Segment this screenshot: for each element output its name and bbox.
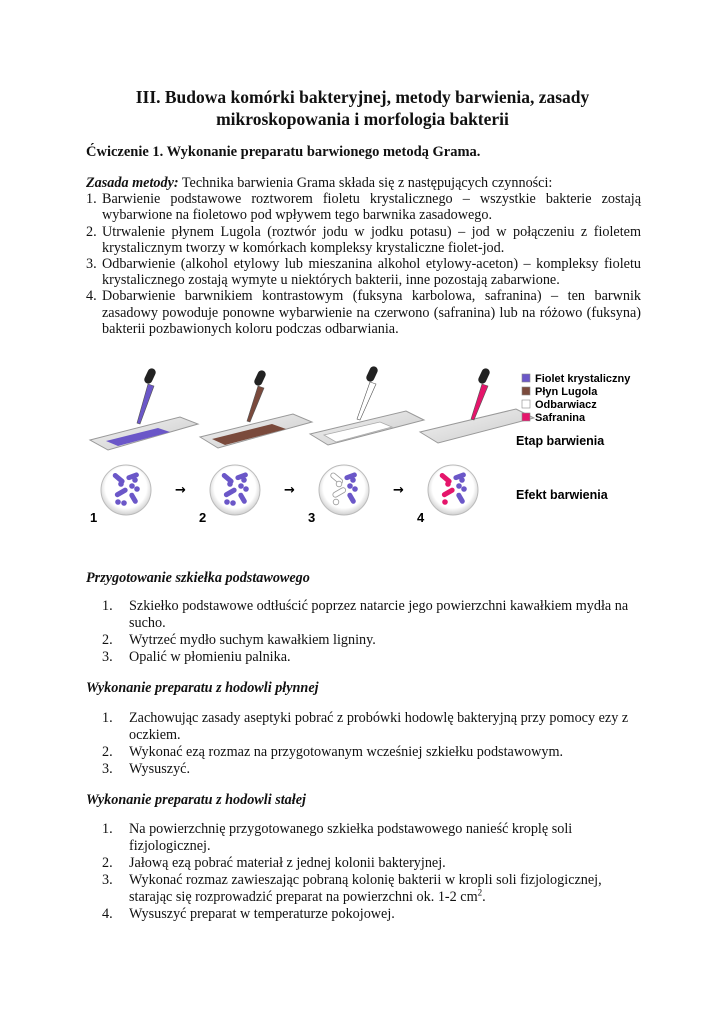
legend-swatch	[522, 400, 530, 408]
legend-label: Płyn Lugola	[535, 386, 598, 398]
page-title	[70, 86, 655, 130]
step-number: 4	[417, 510, 425, 525]
item-text: Odbarwienie (alkohol etylowy lub mieszanina alkohol etylowy-aceton) – kompleksy fioletu krystalicznego zostają wymyte u niektórych bakterii, inne pozostają zabarwione.	[102, 256, 641, 289]
list-item	[102, 855, 642, 872]
principle-steps	[86, 191, 641, 337]
dropper-icon	[137, 367, 157, 424]
item-text: Wykonać ezą rozmaz na przygotowanym wcześniej szkiełku podstawowym.	[129, 744, 564, 760]
effect-label: Efekt barwienia	[516, 488, 608, 502]
legend-label: Safranina	[535, 412, 586, 424]
list-item	[86, 288, 641, 337]
dish-step-2	[210, 465, 260, 515]
list-item	[102, 872, 642, 906]
item-number: 2.	[86, 223, 97, 240]
legend-entry	[522, 386, 598, 398]
item-text: Na powierzchnię przygotowanego szkiełka podstawowego nanieść kroplę soli fizjologicznej.	[129, 821, 573, 854]
arrow-icon: →	[393, 483, 404, 498]
solid-culture-heading: Wykonanie preparatu z hodowli stałej	[86, 792, 306, 808]
prep-slide-heading: Przygotowanie szkiełka podstawowego	[86, 570, 310, 586]
list-item	[86, 191, 641, 223]
list-item	[86, 224, 641, 256]
item-number: 3.	[102, 649, 113, 665]
item-number: 4.	[102, 906, 113, 922]
dropper-icon	[247, 369, 267, 422]
legend-swatch	[522, 413, 530, 421]
arrow-icon: →	[175, 483, 186, 498]
title-line-1: III. Budowa komórki bakteryjnej, metody barwienia, zasady	[135, 87, 590, 107]
legend-entry	[522, 373, 631, 385]
method-principle	[86, 175, 641, 337]
item-text: Opalić w płomieniu palnika.	[129, 649, 291, 665]
list-item	[86, 256, 641, 288]
item-text: Jałową ezą pobrać materiał z jednej kolonii bakteryjnej.	[129, 855, 446, 871]
item-text: Zachowując zasady aseptyki pobrać z probówki hodowlę bakteryjną przy pomocy ezy z oczkiem.	[129, 710, 629, 743]
item-number: 1.	[102, 710, 113, 726]
legend-label: Odbarwiacz	[535, 399, 597, 411]
item-number: 1.	[102, 821, 113, 837]
item-text: Wykonać rozmaz zawieszając pobraną kolonię bakterii w kropli soli fizjologicznej, starając się rozprowadzić preparat na powierzchni ok. 1-2 cm	[129, 872, 602, 905]
item-number: 3.	[102, 872, 113, 888]
list-item	[102, 821, 642, 855]
list-item	[102, 632, 642, 649]
liquid-culture-heading: Wykonanie preparatu z hodowli płynnej	[86, 680, 319, 696]
item-number: 2.	[102, 744, 113, 760]
step-number: 1	[90, 510, 98, 525]
legend-label: Fiolet krystaliczny	[535, 373, 631, 385]
legend-entry	[522, 399, 597, 411]
item-text: Barwienie podstawowe roztworem fioletu krystalicznego – wszystkie bakterie zostają wybarwione na fioletowo pod wpływem tego barwnika zasadowego.	[102, 191, 641, 224]
item-number: 2.	[102, 632, 113, 648]
step-number: 2	[199, 510, 207, 525]
list-item	[102, 761, 642, 778]
legend-swatch	[522, 387, 530, 395]
list-item	[102, 649, 642, 666]
title-line-2: mikroskopowania i morfologia bakterii	[216, 109, 509, 129]
item-number: 4.	[86, 288, 97, 305]
dish-step-1	[101, 465, 151, 515]
arrow-icon: →	[284, 483, 295, 498]
list-item	[102, 710, 642, 744]
principle-intro	[86, 175, 641, 191]
item-text: Wytrzeć mydło suchym kawałkiem ligniny.	[129, 632, 376, 648]
prep-slide-list	[102, 598, 642, 666]
principle-text: Technika barwienia Grama składa się z następujących czynności:	[178, 175, 553, 191]
legend-swatch	[522, 374, 530, 382]
dish-step-3	[319, 465, 369, 515]
dropper-icon	[471, 367, 491, 420]
figure-legend	[522, 373, 631, 424]
item-text: Utrwalenie płynem Lugola (roztwór jodu w jodku potasu) – jod w połączeniu z fioletem krystalicznym tworzy w komórkach kompleksy krystaliczne fiolet-jod.	[102, 223, 641, 256]
slide-step-3	[310, 365, 424, 445]
gram-stain-figure	[88, 362, 648, 532]
item-text-tail: .	[482, 889, 486, 905]
principle-lead: Zasada metody:	[86, 175, 179, 191]
list-item	[102, 906, 642, 923]
item-text: Wysuszyć.	[129, 761, 191, 777]
item-text: Wysuszyć preparat w temperaturze pokojowej.	[129, 906, 395, 922]
list-item	[102, 744, 642, 761]
exercise-title: Ćwiczenie 1. Wykonanie preparatu barwionego metodą Grama.	[86, 144, 481, 160]
slide-step-1	[90, 367, 198, 450]
item-number: 1.	[86, 191, 97, 208]
slide-step-2	[200, 369, 312, 448]
item-number: 1.	[102, 598, 113, 614]
item-number: 3.	[86, 256, 97, 273]
dish-step-4	[428, 465, 478, 515]
solid-culture-list	[102, 821, 642, 923]
superscript: 2	[477, 887, 483, 898]
dropper-icon	[357, 365, 379, 420]
item-text: Dobarwienie barwnikiem kontrastowym (fuksyna karbolowa, safranina) – ten barwnik zasadowy powoduje ponowne wybarwienie na czerwono (safranina) lub na różowo (fuksyna) bakterii pozbawionych koloru podczas odbarwiania.	[102, 288, 641, 337]
step-number: 3	[308, 510, 316, 525]
slide-step-4	[420, 367, 534, 443]
stage-label: Etap barwienia	[516, 434, 605, 448]
item-text: Szkiełko podstawowe odtłuścić poprzez natarcie jego powierzchni kawałkiem mydła na sucho.	[129, 598, 629, 631]
list-item	[102, 598, 642, 632]
item-number: 3.	[102, 761, 113, 777]
item-number: 2.	[102, 855, 113, 871]
liquid-culture-list	[102, 710, 642, 778]
